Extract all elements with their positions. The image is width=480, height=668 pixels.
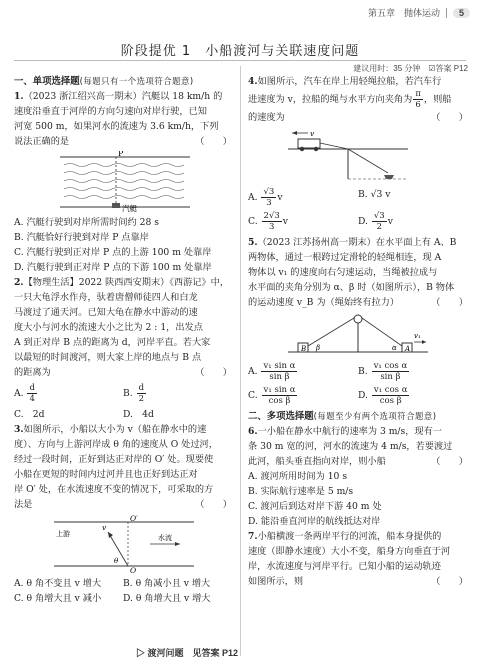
q1-fig-P: P: [118, 151, 124, 158]
q6-option-a[interactable]: A. 渡河所用时间为 10 s: [248, 471, 348, 482]
q7-text1: 小船横渡一条两岸平行的河流，船本身提供的: [257, 531, 442, 542]
q7-text4: 如图所示，则: [248, 576, 304, 587]
q4-opt-c-frac: [262, 211, 282, 232]
q4-options-cd: [248, 211, 468, 232]
q2-text3: 马渡过了通天河。已知大龟在静水中游动的速: [14, 307, 198, 318]
page-header: [368, 6, 470, 19]
q4-option-c[interactable]: [248, 211, 358, 232]
q3-fig-v: v: [102, 523, 107, 532]
q5-text1: （2023 江苏扬州高一期末）在水平面上有 A、B: [257, 237, 457, 248]
q3-options-cd: [14, 591, 232, 606]
q2-text7: 的距离为: [14, 367, 51, 378]
q2-number: 2.: [14, 277, 24, 288]
q4-opt-c-label: C.: [248, 216, 258, 227]
q4-opt-d-num: √3: [373, 211, 385, 221]
q2-text4: 度大小与河水的流速大小之比为 2 : 1，出发点: [14, 322, 203, 333]
q2-opt-a-label: A.: [14, 388, 24, 399]
q5-pulley-figure: [288, 312, 428, 358]
q1-option-b[interactable]: B. 汽艇恰好行驶到对岸 P 点靠岸: [14, 232, 149, 243]
q2-option-c[interactable]: C. 2d: [14, 409, 45, 420]
q6-text2: 条 30 m 宽的河，河水的流速为 4 m/s，若要渡过: [248, 441, 453, 452]
q2-text6: 以最短的时间渡河，则大家上岸的地点与 B 点: [14, 352, 202, 363]
q5-option-b[interactable]: [358, 361, 468, 382]
q3-option-b[interactable]: B. θ 角减小且 v 增大: [123, 578, 211, 589]
q5-fig-A: A: [405, 345, 411, 353]
q5-option-a[interactable]: [248, 361, 358, 382]
q4-options-ab: [248, 187, 468, 208]
q6-line1: [248, 424, 468, 439]
q6-answer-paren: （ ）: [431, 456, 468, 467]
header-divider: [446, 8, 447, 18]
right-column: [248, 74, 468, 589]
q4-opt-a-frac: [261, 187, 276, 208]
q5-text2: 两物体，通过一根跨过定滑轮的轻绳相连，现 A: [248, 252, 442, 263]
section2-note: (每题至少有两个选项符合题意): [313, 411, 437, 421]
q3-line1: [14, 422, 232, 437]
q5-opt-a-frac: [261, 361, 297, 382]
q3-text6: 法是: [14, 499, 33, 510]
q2-line1: [14, 275, 232, 290]
q3-fig-upstream: 上游: [56, 530, 70, 538]
q1-text1: （2023 浙江绍兴高一期末）汽艇以 18 km/h 的: [23, 91, 223, 102]
q3-text2: 度）、方向与上游河岸成 θ 角的速度从 O 处过河，: [14, 439, 218, 450]
q4-line3: [248, 110, 468, 125]
q2-text1: 【物理生活】2022 陕西西安期末）《西游记》中，: [23, 277, 230, 288]
q6-option-d[interactable]: D. 能沿垂直河岸的航线抵达对岸: [248, 516, 381, 527]
page-title: 阶段提优 1 小船渡河与关联速度问题: [120, 44, 360, 59]
q5-number: 5.: [248, 237, 258, 248]
q5-opt-d-label: D.: [358, 390, 368, 401]
q4-opt-a-den: 3: [266, 198, 272, 208]
q7-line1: [248, 529, 468, 544]
q4-opt-a-num: √3: [263, 187, 275, 197]
q4-angle-den: 6: [415, 100, 421, 110]
q3-text5: 岸 O′ 处，在水流速度不变的情况下，可采取的方: [14, 484, 214, 495]
q4-opt-b-label: B.: [358, 189, 368, 200]
q4-text1: 如图所示，汽车在岸上用轻绳拉船，若汽车行: [257, 76, 442, 87]
q2-opt-a-num: d: [29, 383, 35, 393]
q4-fig-v: v: [310, 129, 315, 138]
q6-text1: 一小船在静水中航行的速率为 3 m/s，现有一: [257, 426, 442, 437]
q6-line3: [248, 454, 468, 469]
q2-answer-paren: （ ）: [195, 367, 232, 378]
q4-answer-paren: （ ）: [431, 112, 468, 123]
q5-line5: [248, 295, 468, 310]
q3-fig-water: 水流: [158, 534, 172, 542]
q2-opt-a-frac: [27, 383, 36, 404]
q2-option-d[interactable]: D. 4d: [123, 409, 154, 420]
q3-option-a[interactable]: A. θ 角不变且 v 增大: [14, 578, 102, 589]
q1-answer-paren: （ ）: [195, 136, 232, 147]
q4-opt-c-tail: v: [282, 216, 288, 227]
q1-option-a[interactable]: A. 汽艇行驶到对岸所需时间约 28 s: [14, 217, 159, 228]
q3-fig-Oprime: O′: [130, 514, 138, 523]
q3-answer-paren: （ ）: [195, 499, 232, 510]
q4-opt-b-value: √3 v: [370, 189, 391, 200]
q4-option-a[interactable]: [248, 187, 358, 208]
q4-text2a: 进速度为 v，拉船的绳与水平方向夹角为: [248, 94, 413, 105]
q7-text3: 岸，水流速度与河岸平行。已知小船的运动轨迹: [248, 561, 441, 572]
q4-car-figure: [288, 129, 408, 183]
q7-text2: 速度（即静水速度）大小不变，船身方向垂直于河: [248, 546, 451, 557]
q5-opt-c-num: v₁ sin α: [263, 385, 296, 395]
q3-text1: 如图所示，小船以大小为 v（船在静水中的速: [23, 424, 207, 435]
q3-option-c[interactable]: C. θ 角增大且 v 减小: [14, 593, 102, 604]
footer-text: 渡河问题 见答案 P12: [147, 648, 239, 658]
q5-options-cd: [248, 385, 468, 406]
boat-icon: [112, 203, 120, 208]
q5-answer-paren: （ ）: [431, 297, 468, 308]
q5-opt-a-label: A.: [248, 366, 258, 377]
q6-text3: 此河，船头垂直指向对岸，则小船: [248, 456, 386, 467]
q1-text2: 速度沿垂直于河岸的方向匀速向对岸行驶，已知: [14, 106, 207, 117]
q4-opt-a-label: A.: [248, 192, 258, 203]
footer-arrow-icon: ▷: [136, 648, 148, 658]
q4-number: 4.: [248, 76, 258, 87]
q5-opt-d-den: cos β: [379, 396, 402, 406]
q5-text3: 物体以 v₁ 的速度向右匀速运动，当绳被拉成与: [248, 267, 438, 278]
q5-fig-B: B: [301, 345, 307, 353]
q1-line4: [14, 134, 232, 149]
left-column: [14, 74, 232, 606]
q5-opt-c-label: C.: [248, 390, 258, 401]
section2-title: 二、多项选择题: [248, 411, 314, 422]
q4-opt-a-tail: v: [277, 192, 283, 203]
car-wheel-front-icon: [300, 147, 304, 151]
q2-option-a[interactable]: [14, 383, 123, 404]
q5-opt-a-num: v₁ sin α: [263, 361, 296, 371]
q1-number: 1.: [14, 91, 24, 102]
q2-line7: [14, 365, 232, 380]
q1-line1: [14, 89, 232, 104]
q2-opt-b-den: 2: [138, 394, 145, 404]
q2-opt-a-den: 4: [29, 394, 35, 404]
q5-opt-a-den: sin β: [269, 372, 290, 382]
q2-opt-b-frac: [137, 383, 146, 404]
q5-opt-b-label: B.: [358, 366, 368, 377]
q6-option-c[interactable]: C. 渡河后到达对岸下游 40 m 处: [248, 501, 382, 512]
q5-line1: [248, 235, 468, 250]
car-wheel-rear-icon: [314, 147, 318, 151]
q3-option-d[interactable]: D. θ 角增大且 v 增大: [123, 593, 211, 604]
q5-option-c[interactable]: [248, 385, 358, 406]
q2-opt-b-label: B.: [123, 388, 133, 399]
q4-opt-c-num: 2√3: [263, 211, 280, 221]
car-icon: [298, 139, 320, 148]
q7-line4: [248, 574, 468, 589]
q4-opt-d-frac: [372, 211, 387, 232]
q5-opt-c-den: cos β: [268, 396, 291, 406]
q1-text3: 河宽 500 m，如果河水的流速为 3.6 km/h，下列: [14, 121, 219, 132]
q5-fig-beta: β: [316, 344, 321, 352]
page-number: 5: [453, 8, 470, 18]
q5-fig-alpha: α: [392, 344, 397, 352]
q4-text3: 的速度为: [248, 112, 285, 123]
q3-river-figure: [54, 514, 194, 574]
q2-text2: 一只大龟浮水作舟，驮着唐僧师徒四人和白龙: [14, 292, 198, 303]
q5-opt-b-frac: [372, 361, 410, 382]
q4-angle-num: π: [415, 89, 421, 99]
q4-opt-c-den: 3: [268, 222, 275, 232]
q4-line1: [248, 74, 468, 89]
q4-option-b[interactable]: [358, 187, 468, 208]
q5-text5: 的运动速度 v_B 为（绳始终有拉力）: [248, 297, 400, 308]
q1-text4: 说法正确的是: [14, 136, 70, 147]
q5-options-ab: [248, 361, 468, 382]
q4-line2: [248, 89, 468, 110]
q7-number: 7.: [248, 531, 258, 542]
q2-options-cd: [14, 407, 232, 422]
title-rule: [14, 60, 466, 61]
q5-opt-c-frac: [262, 385, 298, 406]
chapter-label: 第五章 抛体运动: [367, 8, 440, 18]
q4-text2b: ，则船: [423, 94, 452, 105]
section1-title: 一、单项选择题: [14, 76, 80, 87]
q5-opt-d-frac: [372, 385, 410, 406]
q3-text3: 经过一段时间，正好到达正对岸的 O′ 处。现要使: [14, 454, 214, 465]
q4-option-d[interactable]: [358, 211, 468, 232]
q1-river-figure: [60, 151, 190, 213]
q5-opt-b-num: v₁ cos α: [373, 361, 408, 371]
q2-text5: A 到正对岸 B 点的距离为 d，河岸平直。若大家: [14, 337, 211, 348]
suggested-time: 建议用时：35 分钟 ☑答案 P12: [353, 64, 468, 73]
q1-option-c[interactable]: C. 汽艇行驶到正对岸 P 点的上游 100 m 处靠岸: [14, 247, 212, 258]
boat-icon: [384, 175, 394, 179]
q4-opt-d-den: 2: [376, 222, 383, 232]
q5-opt-b-den: sin β: [380, 372, 401, 382]
q2-option-b[interactable]: [123, 383, 232, 404]
q5-text4: 水平面的夹角分别为 α、β 时（如图所示），B 物体: [248, 282, 455, 293]
pulley-icon: [354, 315, 362, 323]
q3-line6: [14, 497, 232, 512]
q3-options-ab: [14, 576, 232, 591]
q1-option-d[interactable]: D. 汽艇行驶到正对岸 P 点的下游 100 m 处靠岸: [14, 262, 212, 273]
q2-options-ab: [14, 383, 232, 404]
q3-fig-O: O: [130, 566, 137, 574]
q6-number: 6.: [248, 426, 258, 437]
q4-angle-frac: [413, 89, 423, 110]
q5-option-d[interactable]: [358, 385, 468, 406]
q4-opt-d-label: D.: [358, 216, 368, 227]
q7-answer-paren: （ ）: [431, 576, 468, 587]
q4-opt-d-tail: v: [387, 216, 393, 227]
q1-fig-label: 汽艇: [122, 204, 137, 213]
section1-heading: [14, 74, 232, 89]
q2-opt-b-num: d: [138, 383, 145, 393]
q3-text4: 小船在更短的时间内过河并且也正好到达正对: [14, 469, 198, 480]
q5-opt-d-num: v₁ cos α: [373, 385, 408, 395]
q3-number: 3.: [14, 424, 24, 435]
q6-option-b[interactable]: B. 实际航行速率是 5 m/s: [248, 486, 354, 497]
column-divider: [240, 66, 241, 656]
q3-fig-theta: θ: [114, 557, 119, 565]
footer-note: [136, 646, 238, 659]
section1-note: (每题只有一个选项符合题意): [79, 76, 194, 86]
section2-heading: [248, 409, 468, 424]
q5-fig-v1: v₁: [414, 332, 421, 340]
